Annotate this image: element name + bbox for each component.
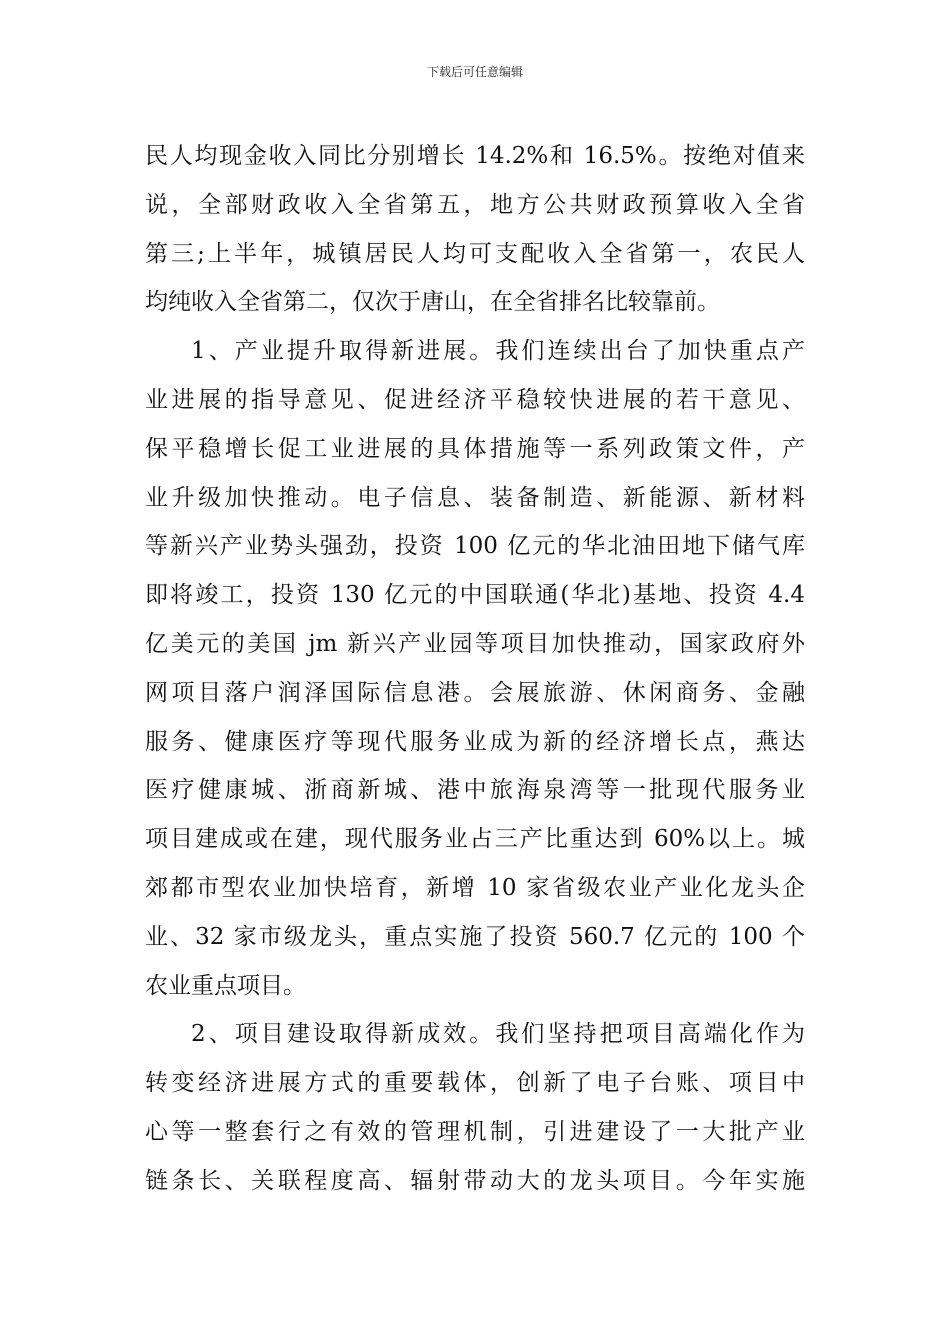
text-line: 转变经济进展方式的重要载体，创新了电子台账、项目中 [145, 1070, 805, 1097]
text-line: 即将竣工，投资 130 亿元的中国联通(华北)基地、投资 4.4 [145, 582, 805, 609]
text-line: 郊都市型农业加快培育，新增 10 家省级农业产业化龙头企 [145, 874, 805, 901]
text-line: 说，全部财政收入全省第五，地方公共财政预算收入全省 [145, 191, 805, 218]
text-line: 链条长、关联程度高、辐射带动大的龙头项目。今年实施 [145, 1167, 805, 1194]
page-header: 下载后可任意编辑 [426, 65, 523, 79]
text-line: 亿美元的美国 jm 新兴产业园等项目加快推动，国家政府外 [145, 630, 805, 657]
body-text [145, 132, 805, 1206]
text-line: 项目建成或在建，现代服务业占三产比重达到 60%以上。城 [145, 826, 805, 853]
text-line: 业、32 家市级龙头，重点实施了投资 560.7 亿元的 100 个 [145, 923, 805, 950]
text-line: 均纯收入全省第二，仅次于唐山，在全省排名比较靠前。 [145, 289, 720, 316]
text-line: 业升级加快推动。电子信息、装备制造、新能源、新材料 [145, 484, 805, 511]
text-line: 第三;上半年，城镇居民人均可支配收入全省第一，农民人 [145, 240, 805, 267]
text-line: 农业重点项目。 [145, 972, 306, 999]
text-line: 网项目落户润泽国际信息港。会展旅游、休闲商务、金融 [145, 679, 805, 706]
text-line: 等新兴产业势头强劲，投资 100 亿元的华北油田地下储气库 [145, 533, 805, 560]
text-line: 服务、健康医疗等现代服务业成为新的经济增长点，燕达 [145, 728, 805, 755]
text-line: 保平稳增长促工业进展的具体措施等一系列政策文件，产 [145, 435, 805, 462]
text-line: 心等一整套行之有效的管理机制，引进建设了一大批产业 [145, 1118, 805, 1145]
text-line: 民人均现金收入同比分别增长 14.2%和 16.5%。按绝对值来 [145, 143, 805, 169]
text-line: 1、产业提升取得新进展。我们连续出台了加快重点产 [191, 338, 805, 365]
text-line: 医疗健康城、浙商新城、港中旅海泉湾等一批现代服务业 [145, 777, 805, 804]
text-line: 2、项目建设取得新成效。我们坚持把项目高端化作为 [191, 1021, 805, 1048]
text-line: 业进展的指导意见、促进经济平稳较快进展的若干意见、 [145, 386, 805, 413]
